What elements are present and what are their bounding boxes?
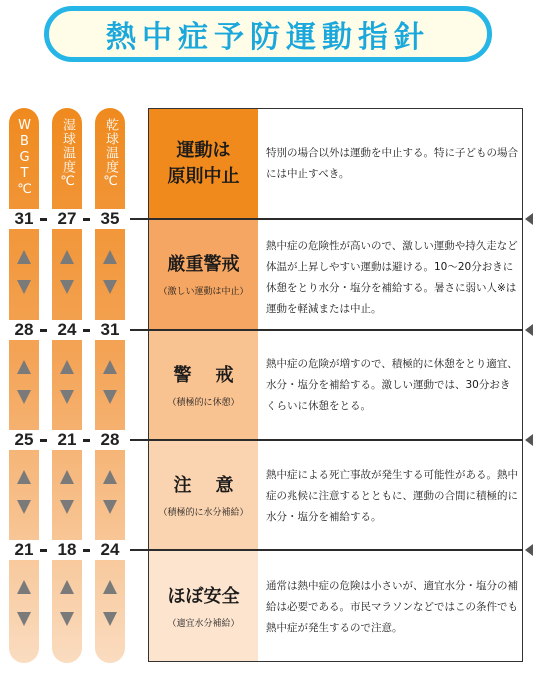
dry-bulb-threshold: 24 (90, 540, 130, 560)
level-name-line2: 原則中止 (167, 165, 240, 187)
dash-separator (40, 329, 47, 332)
wet-bulb-column-label: 湿球温度℃ (60, 118, 75, 190)
wbgt-threshold: 28 (4, 320, 44, 340)
level-description: 熱中症の危険性が高いので、激しい運動や持久走など体温が上昇しやすい運動は避ける。10〜20分おきに休憩をとり水分・塩分を補給する。暑さに弱い人※は運動を軽減または中止。 (266, 240, 518, 315)
dash-separator (83, 329, 90, 332)
level-description: 特別の場合以外は運動を中止する。特に子どもの場合には中止すべき。 (266, 147, 518, 180)
up-triangle-icon (60, 580, 74, 594)
title-banner (44, 6, 492, 62)
level-cell-stop (149, 109, 258, 218)
level-description: 通常は熱中症の危険は小さいが、適宜水分・塩分の補給は必要である。市民マラソンなどではこの条件でも熱中症が発生するので注意。 (266, 580, 518, 634)
down-triangle-icon (60, 612, 74, 626)
down-triangle-icon (17, 500, 31, 514)
up-triangle-icon (17, 250, 31, 264)
up-triangle-icon (17, 580, 31, 594)
down-triangle-icon (60, 500, 74, 514)
page-title: 熱中症予防運動指針 (106, 20, 430, 55)
wet-bulb-threshold: 21 (47, 430, 87, 450)
level-cell-strict-caution (149, 220, 258, 329)
up-triangle-icon (103, 470, 117, 484)
up-triangle-icon (103, 580, 117, 594)
wet-bulb-threshold: 27 (47, 209, 87, 229)
level-description: 熱中症の危険が増すので、積極的に休憩をとり適宜、水分・塩分を補給する。激しい運動では、30分おきくらいに休憩をとる。 (266, 358, 518, 412)
down-triangle-icon (103, 390, 117, 404)
down-triangle-icon (103, 500, 117, 514)
down-triangle-icon (60, 280, 74, 294)
level-sub: （激しい運動は中止） (158, 287, 249, 297)
line-arrow-icon (525, 434, 533, 446)
up-triangle-icon (103, 250, 117, 264)
level-name: ほぼ安全 (167, 585, 240, 607)
dry-bulb-threshold: 31 (90, 320, 130, 340)
threshold-line (120, 329, 523, 331)
down-triangle-icon (17, 390, 31, 404)
wbgt-column-label: WBGT℃ (17, 118, 32, 198)
up-triangle-icon (103, 360, 117, 374)
down-triangle-icon (17, 612, 31, 626)
dash-separator (83, 439, 90, 442)
line-arrow-icon (525, 213, 533, 225)
threshold-line (120, 218, 523, 220)
dash-separator (40, 218, 47, 221)
threshold-line (120, 549, 523, 551)
wbgt-threshold: 31 (4, 209, 44, 229)
level-cell-safe (149, 551, 258, 661)
level-sub: （適宜水分補給） (167, 618, 240, 629)
dry-bulb-threshold: 28 (90, 430, 130, 450)
up-triangle-icon (17, 470, 31, 484)
level-name: 厳重警戒 (167, 254, 240, 275)
wet-bulb-threshold: 18 (47, 540, 87, 560)
up-triangle-icon (60, 470, 74, 484)
dash-separator (40, 549, 47, 552)
threshold-line (120, 439, 523, 441)
level-cell-caution (149, 331, 258, 439)
wet-bulb-threshold: 24 (47, 320, 87, 340)
up-triangle-icon (60, 250, 74, 264)
level-name-line1: 運動は (176, 139, 231, 161)
level-cell-attention (149, 441, 258, 549)
dry-bulb-threshold: 35 (90, 209, 130, 229)
down-triangle-icon (60, 390, 74, 404)
wbgt-threshold: 21 (4, 540, 44, 560)
up-triangle-icon (60, 360, 74, 374)
line-arrow-icon (525, 324, 533, 336)
level-sub: （積極的に休憩） (167, 397, 240, 408)
dash-separator (40, 439, 47, 442)
wbgt-threshold: 25 (4, 430, 44, 450)
line-arrow-icon (525, 544, 533, 556)
level-name: 注意 (173, 474, 258, 496)
down-triangle-icon (17, 280, 31, 294)
down-triangle-icon (103, 280, 117, 294)
dash-separator (83, 218, 90, 221)
down-triangle-icon (103, 612, 117, 626)
dash-separator (83, 549, 90, 552)
up-triangle-icon (17, 360, 31, 374)
level-sub: （積極的に水分補給） (158, 507, 249, 518)
dry-bulb-column-label: 乾球温度℃ (103, 118, 118, 190)
level-description: 熱中症による死亡事故が発生する可能性がある。熱中症の兆候に注意するとともに、運動の合間に積極的に水分・塩分を補給する。 (266, 469, 518, 523)
level-name: 警戒 (173, 364, 258, 386)
